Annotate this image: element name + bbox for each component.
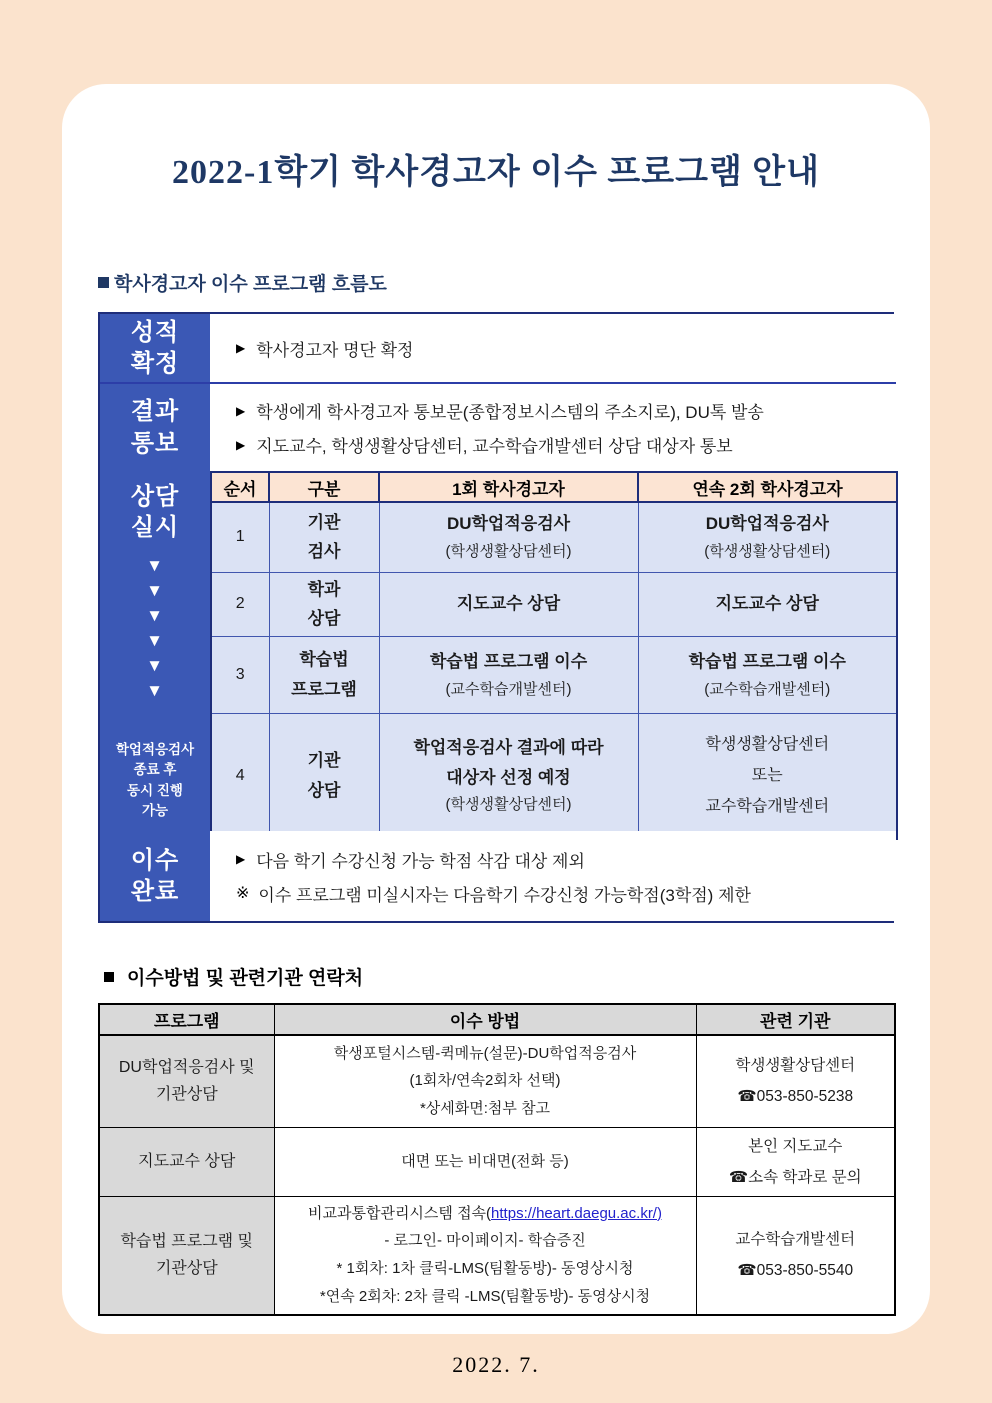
cell-line: 교수학습개발센터 xyxy=(735,1231,856,1248)
col-header-second-warning: 연속 2회 학사경고자 xyxy=(638,472,897,502)
phone-number: ☎053-850-5540 xyxy=(737,1262,854,1279)
contact-section-heading xyxy=(98,963,894,990)
phone-contact: ☎소속 학과로 문의 xyxy=(728,1168,862,1186)
flow-section-heading-text: 학사경고자 이수 프로그램 흐름도 xyxy=(114,274,387,295)
col-header-first-warning: 1회 학사경고자 xyxy=(379,472,638,502)
phone-number: ☎053-850-5238 xyxy=(737,1088,854,1106)
cell-program xyxy=(99,1196,274,1315)
cell-method xyxy=(274,1127,696,1196)
page-title: 2022-1학기 학사경고자 이수 프로그램 안내 xyxy=(172,154,820,191)
cell-second-warning xyxy=(638,502,897,572)
cell-method xyxy=(274,1035,696,1127)
down-arrow-icon: ▼ xyxy=(146,606,164,626)
col-header-program: 프로그램 xyxy=(99,1004,274,1035)
cell-line: *연속 2회차: 2차 클릭 -LMS(팀활동방)- 동영상시청 xyxy=(319,1287,651,1305)
flow-item-text: 지도교수, 학생생활상담센터, 교수학습개발센터 상담 대상자 통보 xyxy=(256,437,733,456)
col-header-category: 구분 xyxy=(269,472,379,502)
stage-counsel-note xyxy=(116,740,194,821)
cell-line: 지도교수 상담 xyxy=(138,1152,236,1170)
down-arrow-icon: ▼ xyxy=(146,656,164,676)
down-arrow-icon: ▼ xyxy=(146,581,164,601)
cell-line: 또는 xyxy=(751,767,783,785)
cell-line: 기관상담 xyxy=(155,1086,218,1104)
cell-line: 학습법 프로그램 이수 xyxy=(688,652,846,671)
stage-complete-label xyxy=(100,831,210,921)
cell-line: 학생생활상담센터 xyxy=(705,735,830,753)
down-arrows xyxy=(146,553,164,703)
stage-label-line: 확정 xyxy=(130,350,180,377)
table-row xyxy=(99,1127,895,1196)
cell-line: DU학업적응검사 xyxy=(446,514,571,534)
cell-line: (학생생활상담센터) xyxy=(704,543,831,560)
contact-table xyxy=(98,1003,896,1316)
flow-section-heading xyxy=(98,269,894,296)
down-arrow-icon: ▼ xyxy=(146,681,164,701)
document-date: 2022. 7. xyxy=(452,1351,540,1377)
cell-line: 학생포털시스템-퀵메뉴(설문)-DU학업적응검사 xyxy=(333,1044,637,1062)
cell-line: 학습법 프로그램 및 xyxy=(120,1232,254,1250)
table-row xyxy=(211,572,897,637)
stage-label-line: 상담 xyxy=(130,483,180,510)
cell-line: (1회차/연속2회차 선택) xyxy=(409,1072,561,1090)
stage-label-line: 통보 xyxy=(130,429,180,457)
triangle-bullet-icon: ▶ xyxy=(236,437,246,452)
stage-grade-confirm-label xyxy=(100,314,210,384)
stage-result-notify-content xyxy=(210,384,896,471)
triangle-bullet-icon: ▶ xyxy=(236,852,246,866)
table-row xyxy=(211,637,897,714)
stage-label-line: 실시 xyxy=(130,514,180,542)
cell-line: 본인 지도교수 xyxy=(748,1137,843,1155)
cell-line xyxy=(279,1200,692,1228)
section-bullet-icon xyxy=(98,277,109,288)
cell-line: *상세화면:첨부 참고 xyxy=(419,1100,551,1118)
flow-item xyxy=(236,881,896,906)
cell-first-warning xyxy=(379,637,638,714)
cell-line: - 로그인- 마이페이지- 학습증진 xyxy=(384,1232,586,1250)
stage-complete-content xyxy=(210,831,896,921)
table-row xyxy=(211,502,897,572)
stage-result-notify-label xyxy=(100,384,210,471)
cell-line: (교수학습개발센터) xyxy=(704,680,831,698)
counsel-program-table xyxy=(210,471,898,840)
stage-label-line: 이수 xyxy=(130,846,180,874)
cell-method xyxy=(274,1196,696,1315)
flow-item-text: 학사경고자 명단 확정 xyxy=(256,340,414,360)
link-prefix-text: 비교과통합관리시스템 접속( xyxy=(308,1204,492,1222)
triangle-bullet-icon: ▶ xyxy=(236,403,246,418)
col-header-organization: 관련 기관 xyxy=(696,1004,895,1035)
cell-line: 기관 xyxy=(307,751,341,770)
stage-label-line: 완료 xyxy=(130,878,180,905)
cell-second-warning xyxy=(638,714,897,839)
cell-line: (교수학습개발센터) xyxy=(445,680,572,698)
cell-line: DU학업적응검사 및 xyxy=(118,1059,255,1077)
cell-line: * 1회차: 1차 클릭-LMS(팀활동방)- 동영상시청 xyxy=(336,1260,634,1277)
triangle-bullet-icon: ▶ xyxy=(236,341,246,355)
cell-line: DU학업적응검사 xyxy=(705,514,829,534)
cell-second-warning: 지도교수 상담 xyxy=(638,572,897,637)
cell-line: 검사 xyxy=(307,542,341,562)
cell-line: 학과 xyxy=(307,579,341,599)
heart-system-link[interactable]: https://heart.daegu.ac.kr/) xyxy=(491,1204,662,1222)
cell-category xyxy=(269,502,379,572)
cell-order: 1 xyxy=(211,502,269,572)
cell-order: 2 xyxy=(211,572,269,637)
flow-table xyxy=(98,312,894,923)
cell-line: 기관 xyxy=(307,512,341,532)
cell-first-warning xyxy=(379,502,638,572)
note-line: 학업적응검사 xyxy=(115,742,195,757)
cell-organization xyxy=(696,1035,895,1127)
col-header-method: 이수 방법 xyxy=(274,1004,696,1035)
flow-item xyxy=(236,398,896,423)
cell-line: 교수학습개발센터 xyxy=(705,798,830,816)
contact-section-heading-text: 이수방법 및 관련기관 연락처 xyxy=(127,968,364,989)
table-row xyxy=(99,1035,895,1127)
cell-line: 학습법 xyxy=(299,650,349,670)
cell-line: 상담 xyxy=(307,780,341,800)
cell-line: 학생생활상담센터 xyxy=(735,1057,856,1075)
table-row xyxy=(211,714,897,839)
cell-first-warning: 지도교수 상담 xyxy=(379,572,638,637)
reference-mark-icon: ※ xyxy=(236,885,250,902)
cell-category xyxy=(269,714,379,839)
col-header-order: 순서 xyxy=(211,472,269,502)
stage-counsel-content xyxy=(210,471,896,831)
cell-line: 상담 xyxy=(307,609,341,629)
flow-item-text: 다음 학기 수강신청 가능 학점 삭감 대상 제외 xyxy=(256,851,585,871)
table-row xyxy=(99,1196,895,1315)
cell-program xyxy=(99,1035,274,1127)
cell-line: 대상자 선정 예정 xyxy=(446,767,571,787)
cell-category xyxy=(269,572,379,637)
flow-item-text: 학생에게 학사경고자 통보문(종합정보시스템의 주소지로), DU톡 발송 xyxy=(256,403,764,422)
section-bullet-icon xyxy=(104,972,114,982)
cell-line: 기관상담 xyxy=(155,1260,218,1277)
cell-organization xyxy=(696,1127,895,1196)
down-arrow-icon: ▼ xyxy=(146,631,164,651)
stage-label-line: 성적 xyxy=(130,318,180,346)
cell-line: (학생생활상담센터) xyxy=(445,796,572,814)
cell-first-warning xyxy=(379,714,638,839)
flow-item xyxy=(236,432,896,457)
flow-item xyxy=(236,336,896,361)
cell-order: 4 xyxy=(211,714,269,839)
stage-counsel-label xyxy=(100,471,210,831)
cell-line: 프로그램 xyxy=(291,680,357,699)
note-line: 종료 후 xyxy=(133,762,177,778)
cell-line: (학생생활상담센터) xyxy=(445,543,572,560)
note-line: 동시 진행 xyxy=(127,782,183,798)
cell-order: 3 xyxy=(211,637,269,714)
table-header-row xyxy=(99,1004,895,1035)
note-line: 가능 xyxy=(141,802,169,818)
stage-label-line: 결과 xyxy=(130,398,180,426)
cell-line: 학습법 프로그램 이수 xyxy=(429,652,588,671)
table-header-row xyxy=(211,472,897,502)
document-card xyxy=(62,84,930,1377)
flow-item-text: 이수 프로그램 미실시자는 다음학기 수강신청 가능학점(3학점) 제한 xyxy=(258,885,751,905)
cell-line: 학업적응검사 결과에 따라 xyxy=(413,737,604,757)
cell-program xyxy=(99,1127,274,1196)
cell-line: 대면 또는 비대면(전화 등) xyxy=(401,1152,569,1170)
stage-grade-confirm-content xyxy=(210,314,896,384)
cell-category xyxy=(269,637,379,714)
cell-organization xyxy=(696,1196,895,1315)
flow-item xyxy=(236,847,896,872)
cell-second-warning xyxy=(638,637,897,714)
down-arrow-icon: ▼ xyxy=(146,556,164,576)
